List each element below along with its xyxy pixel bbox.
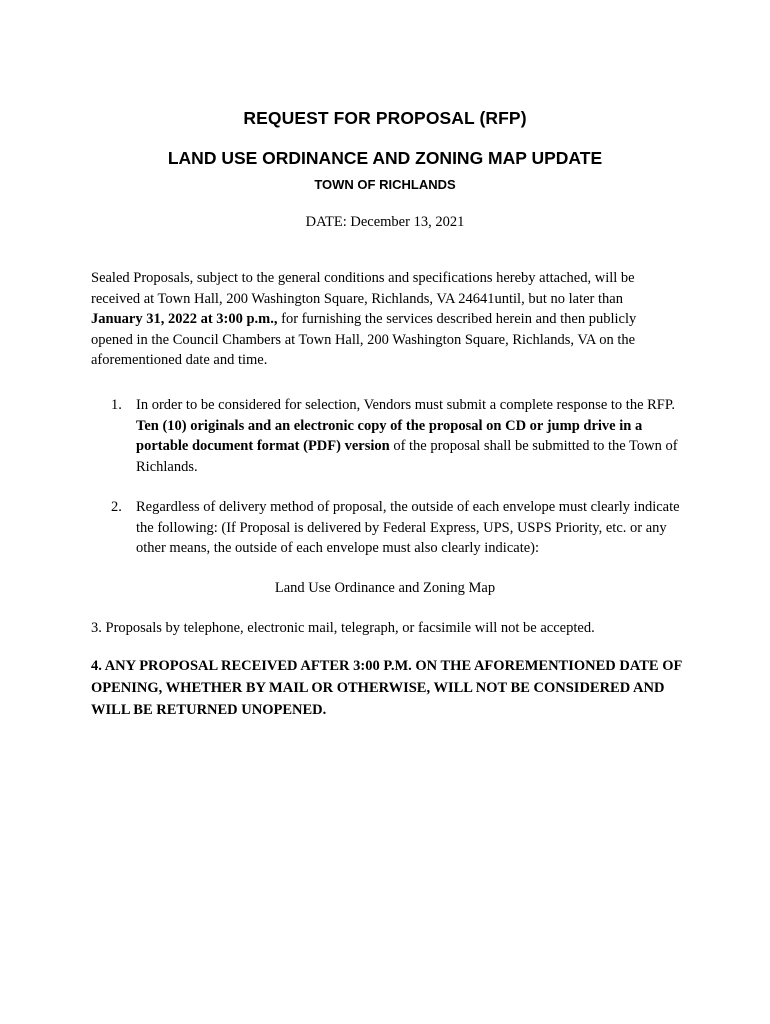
date-line: DATE: December 13, 2021 xyxy=(305,214,465,230)
list-item-text xyxy=(136,395,681,477)
item1-text-after: of the proposal shall be submitted to the Town of Richlands. xyxy=(136,438,678,475)
list-item-2 xyxy=(91,497,681,559)
list-item-number: 2. xyxy=(111,499,122,515)
town-name: TOWN OF RICHLANDS xyxy=(314,177,456,192)
item1-text-bold: Ten (10) originals and an electronic copy of the proposal on CD or jump drive in a portable document format (PDF) version xyxy=(136,417,643,454)
intro-text-part1: Sealed Proposals, subject to the general conditions and specifications hereby attached, will be received at Town Hall, 200 Washington Square, Richlands, VA 24641until, but no later than xyxy=(91,270,635,307)
item-4-warning: 4. ANY PROPOSAL RECEIVED AFTER 3:00 P.M. ON THE AFOREMENTIONED DATE OF OPENING, WHETHER BY MAIL OR OTHERWISE, WILL NOT BE CONSIDERED AND WILL BE RETURNED UNOPENED. xyxy=(91,658,682,718)
envelope-label: Land Use Ordinance and Zoning Map xyxy=(274,580,496,596)
intro-text-part2: for furnishing the services described herein and then publicly opened in the Council Chambers at Town Hall, 200 Washington Square, Richlands, VA on the aforementioned date and time. xyxy=(91,311,637,368)
page-subtitle: LAND USE ORDINANCE AND ZONING MAP UPDATE xyxy=(167,148,603,168)
page-title: REQUEST FOR PROPOSAL (RFP) xyxy=(243,108,527,128)
item-3: 3. Proposals by telephone, electronic mail, telegraph, or facsimile will not be accepted. xyxy=(91,620,595,636)
list-item-number: 1. xyxy=(111,397,122,413)
intro-deadline: January 31, 2022 at 3:00 p.m., xyxy=(91,311,278,327)
item1-text-before: In order to be considered for selection, Vendors must submit a complete response to the RFP. xyxy=(136,397,675,413)
list-item-1 xyxy=(91,395,681,477)
list-item-text: Regardless of delivery method of proposal, the outside of each envelope must clearly indicate the following: (If Proposal is delivered by Federal Express, UPS, USPS Priority, etc. or any other means, the outside of each envelope must also clearly indicate): xyxy=(136,499,680,556)
intro-paragraph xyxy=(91,268,671,371)
